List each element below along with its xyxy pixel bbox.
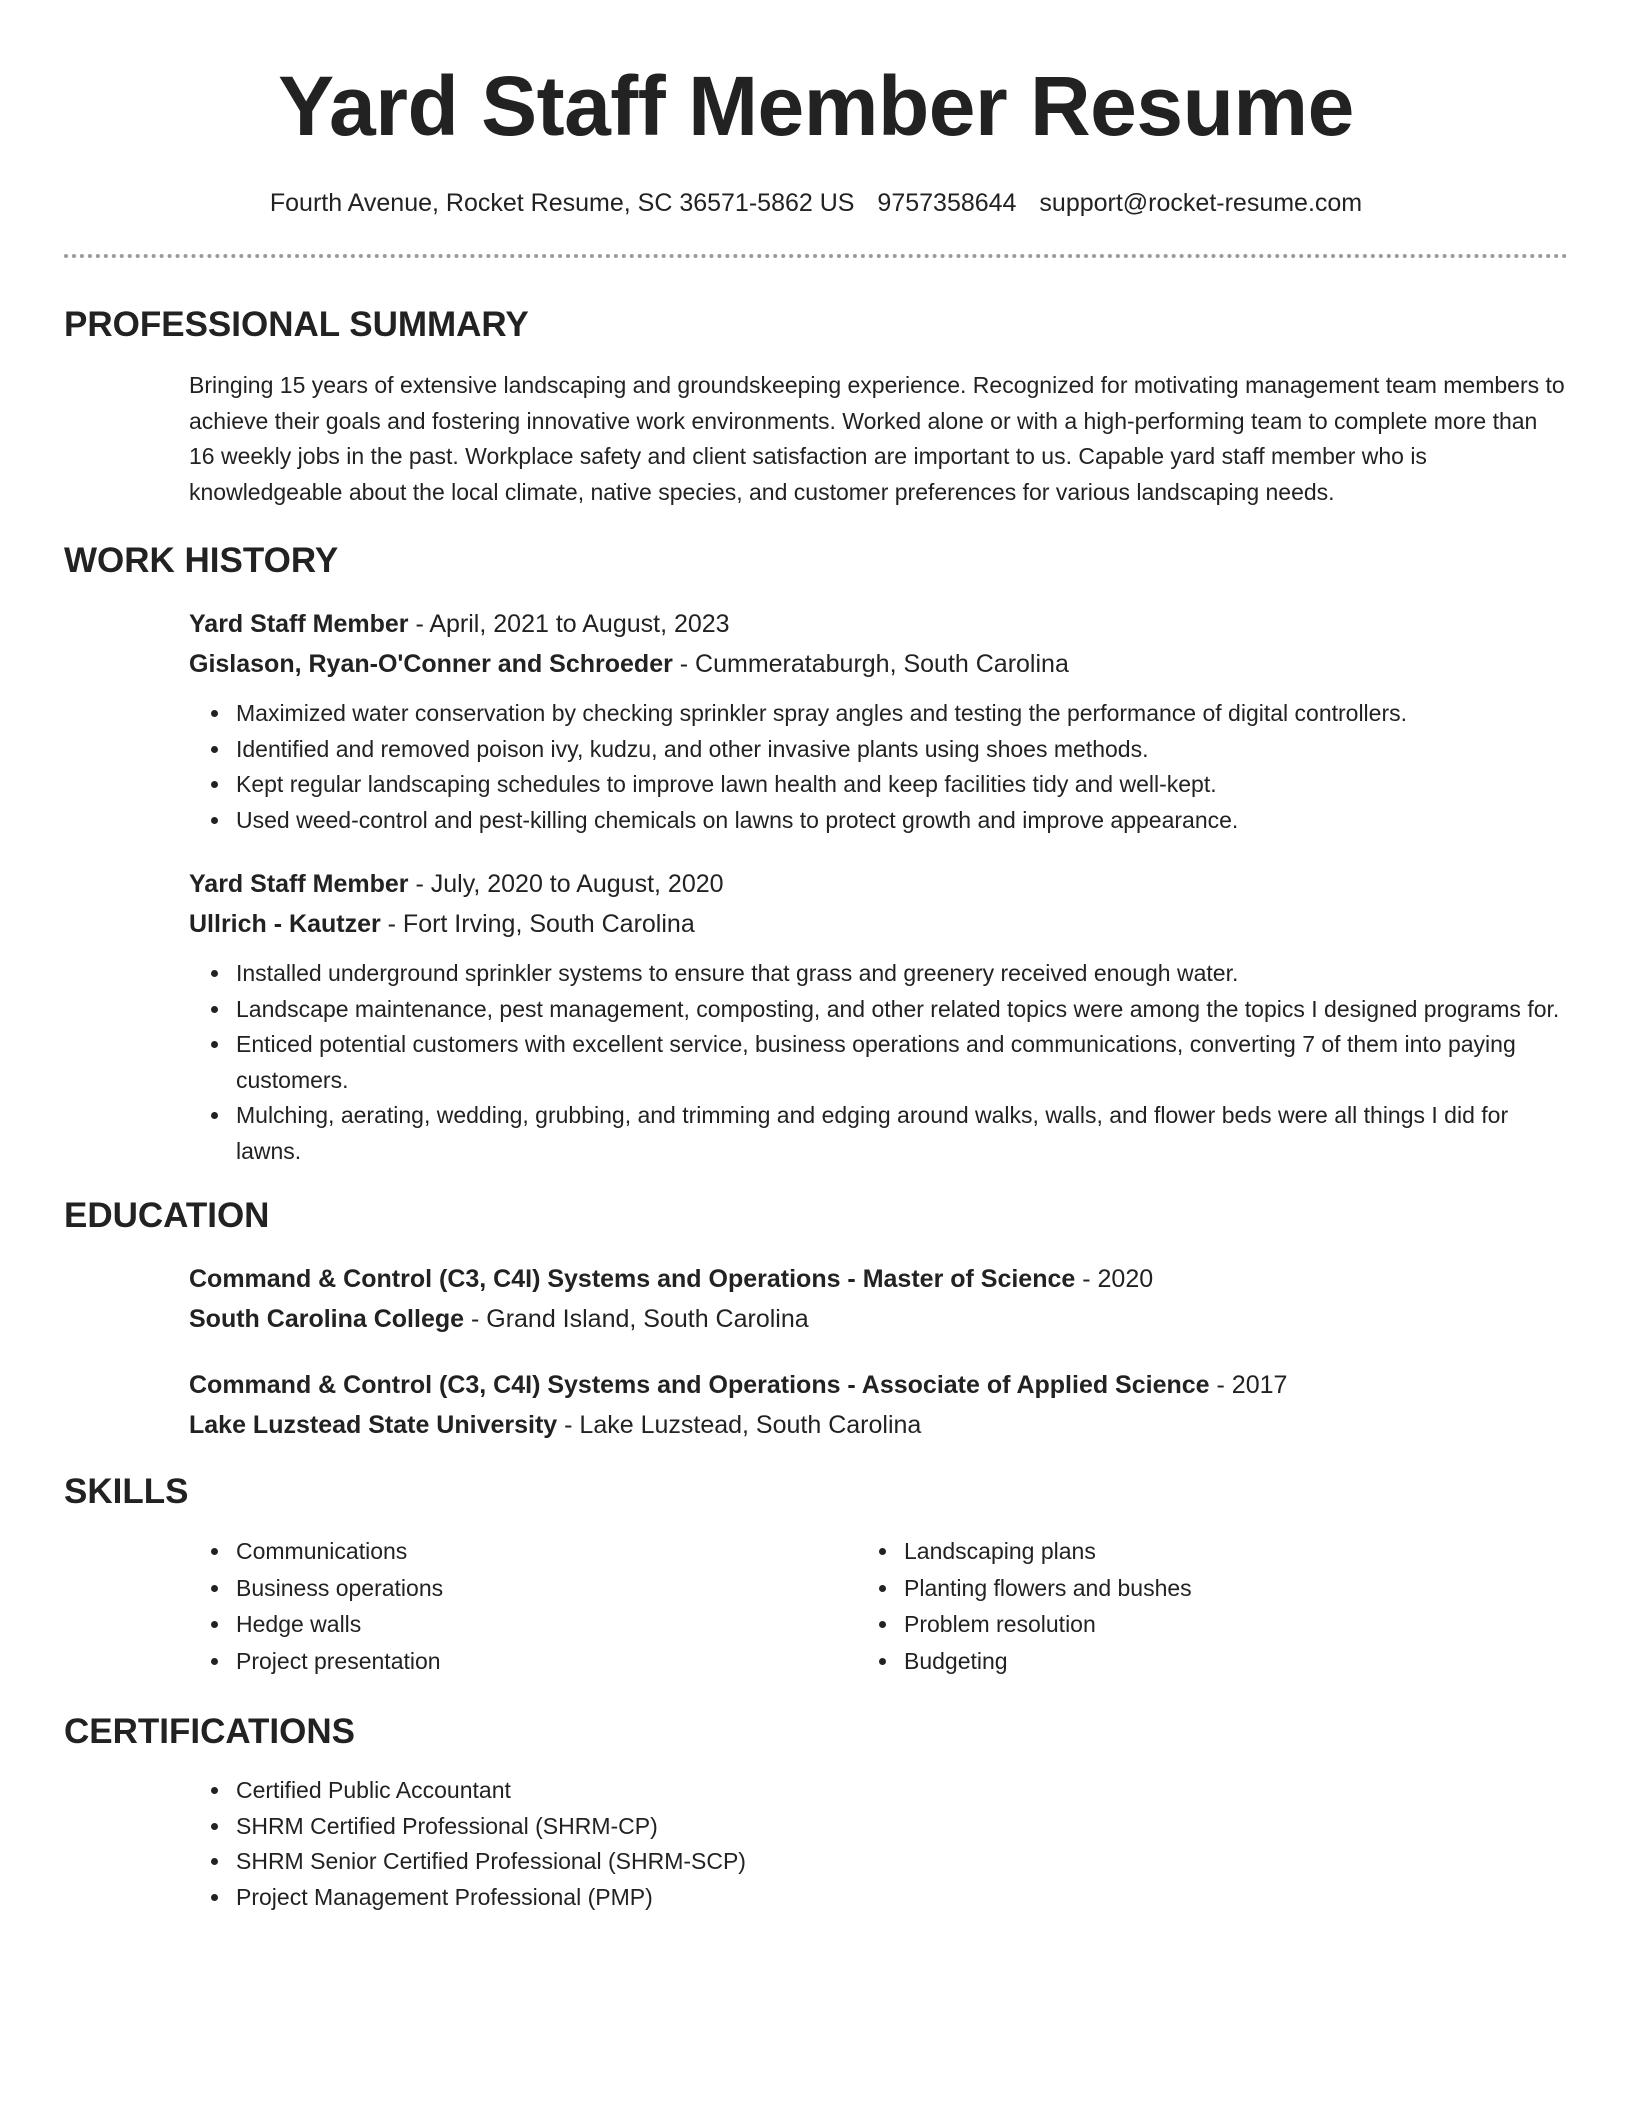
certification-item: • SHRM Senior Certified Professional (SHRM-SCP) [232,1844,1568,1880]
contact-address: Fourth Avenue, Rocket Resume, SC 36571-5862 US [269,189,855,217]
education-entry [189,1259,1568,1339]
job-dates: - July, 2020 to August, 2020 [408,870,724,898]
skill-item: • Communications [232,1533,900,1570]
skills-left-column [232,1533,900,1679]
skill-item: • Landscaping plans [900,1533,1568,1570]
job-location: - Fort Irving, South Carolina [380,910,695,938]
job-location: - Cummerataburgh, South Carolina [672,650,1069,678]
contact-phone: 9757358644 [877,189,1017,217]
summary-heading: PROFESSIONAL SUMMARY [64,305,529,344]
contact-email: support@rocket-resume.com [1039,189,1363,217]
summary-text: Bringing 15 years of extensive landscaping and groundskeeping experience. Recognized for motivating management team members to achieve their goals and fostering innovative work environments. Worked alone or with a high-performing team to complete more than 16 weekly jobs in the past. Workplace safety and client satisfaction are important to us. Capable yard staff member who is knowledgeable about the local climate, native species, and customer preferences for various landscaping needs. [189,372,1565,505]
job-title-line [189,864,1568,904]
job-entry [189,864,1568,944]
job-entry [189,604,1568,684]
education-entry [189,1365,1568,1445]
certification-item: • Project Management Professional (PMP) [232,1880,1568,1916]
contact-line [64,188,1568,218]
job-bullet: • Enticed potential customers with excellent service, business operations and communications, converting 7 of them into paying customers. [232,1027,1568,1098]
certifications-heading: CERTIFICATIONS [64,1712,356,1751]
education-school-line [189,1405,1568,1445]
skills-heading: SKILLS [64,1472,189,1511]
skill-item: • Business operations [232,1570,900,1607]
job-title: Yard Staff Member [189,870,409,898]
job-bullet: • Used weed-control and pest-killing chemicals on lawns to protect growth and improve appearance. [232,803,1568,839]
certifications-list [64,1773,1568,1915]
certification-item: • Certified Public Accountant [232,1773,1568,1809]
job-dates: - April, 2021 to August, 2023 [408,610,730,638]
education-degree: Command & Control (C3, C4I) Systems and Operations - Associate of Applied Science [189,1371,1210,1399]
job-bullet: • Landscape maintenance, pest management, composting, and other related topics were among the topics I designed programs for. [232,992,1568,1028]
certification-item: • SHRM Certified Professional (SHRM-CP) [232,1809,1568,1845]
education-school: Lake Luzstead State University [189,1411,558,1439]
skill-item: • Hedge walls [232,1606,900,1643]
job-bullets [64,956,1568,1169]
skill-item: • Problem resolution [900,1606,1568,1643]
education-degree-line [189,1365,1568,1405]
resume-title: Yard Staff Member Resume [278,59,1354,153]
job-bullet: • Kept regular landscaping schedules to improve lawn health and keep facilities tidy and well-kept. [232,767,1568,803]
header-divider [64,254,1568,258]
education-degree-line [189,1259,1568,1299]
education-degree: Command & Control (C3, C4I) Systems and Operations - Master of Science [189,1265,1076,1293]
education-school: South Carolina College [189,1305,465,1333]
job-company: Gislason, Ryan-O'Conner and Schroeder [189,650,673,678]
education-year: - 2020 [1075,1265,1154,1293]
job-bullet: • Mulching, aerating, wedding, grubbing, and trimming and edging around walks, walls, and flower beds were all things I did for lawns. [232,1098,1568,1169]
skill-item: • Planting flowers and bushes [900,1570,1568,1607]
skills-right-column [900,1533,1568,1679]
education-heading: EDUCATION [64,1196,270,1235]
education-school-line [189,1299,1568,1339]
job-company-line [189,644,1568,684]
skills-columns [64,1533,1568,1679]
job-company: Ullrich - Kautzer [189,910,381,938]
education-location: - Grand Island, South Carolina [464,1305,809,1333]
job-bullets [64,696,1568,838]
job-title-line [189,604,1568,644]
education-location: - Lake Luzstead, South Carolina [557,1411,922,1439]
job-bullet: • Identified and removed poison ivy, kudzu, and other invasive plants using shoes methods. [232,732,1568,768]
education-year: - 2017 [1209,1371,1288,1399]
resume-page [64,0,1568,1915]
job-title: Yard Staff Member [189,610,409,638]
job-company-line [189,904,1568,944]
skill-item: • Budgeting [900,1643,1568,1680]
job-bullet: • Maximized water conservation by checking sprinkler spray angles and testing the performance of digital controllers. [232,696,1568,732]
work-history-heading: WORK HISTORY [64,541,339,580]
skill-item: • Project presentation [232,1643,900,1680]
job-bullet: • Installed underground sprinkler systems to ensure that grass and greenery received enough water. [232,956,1568,992]
